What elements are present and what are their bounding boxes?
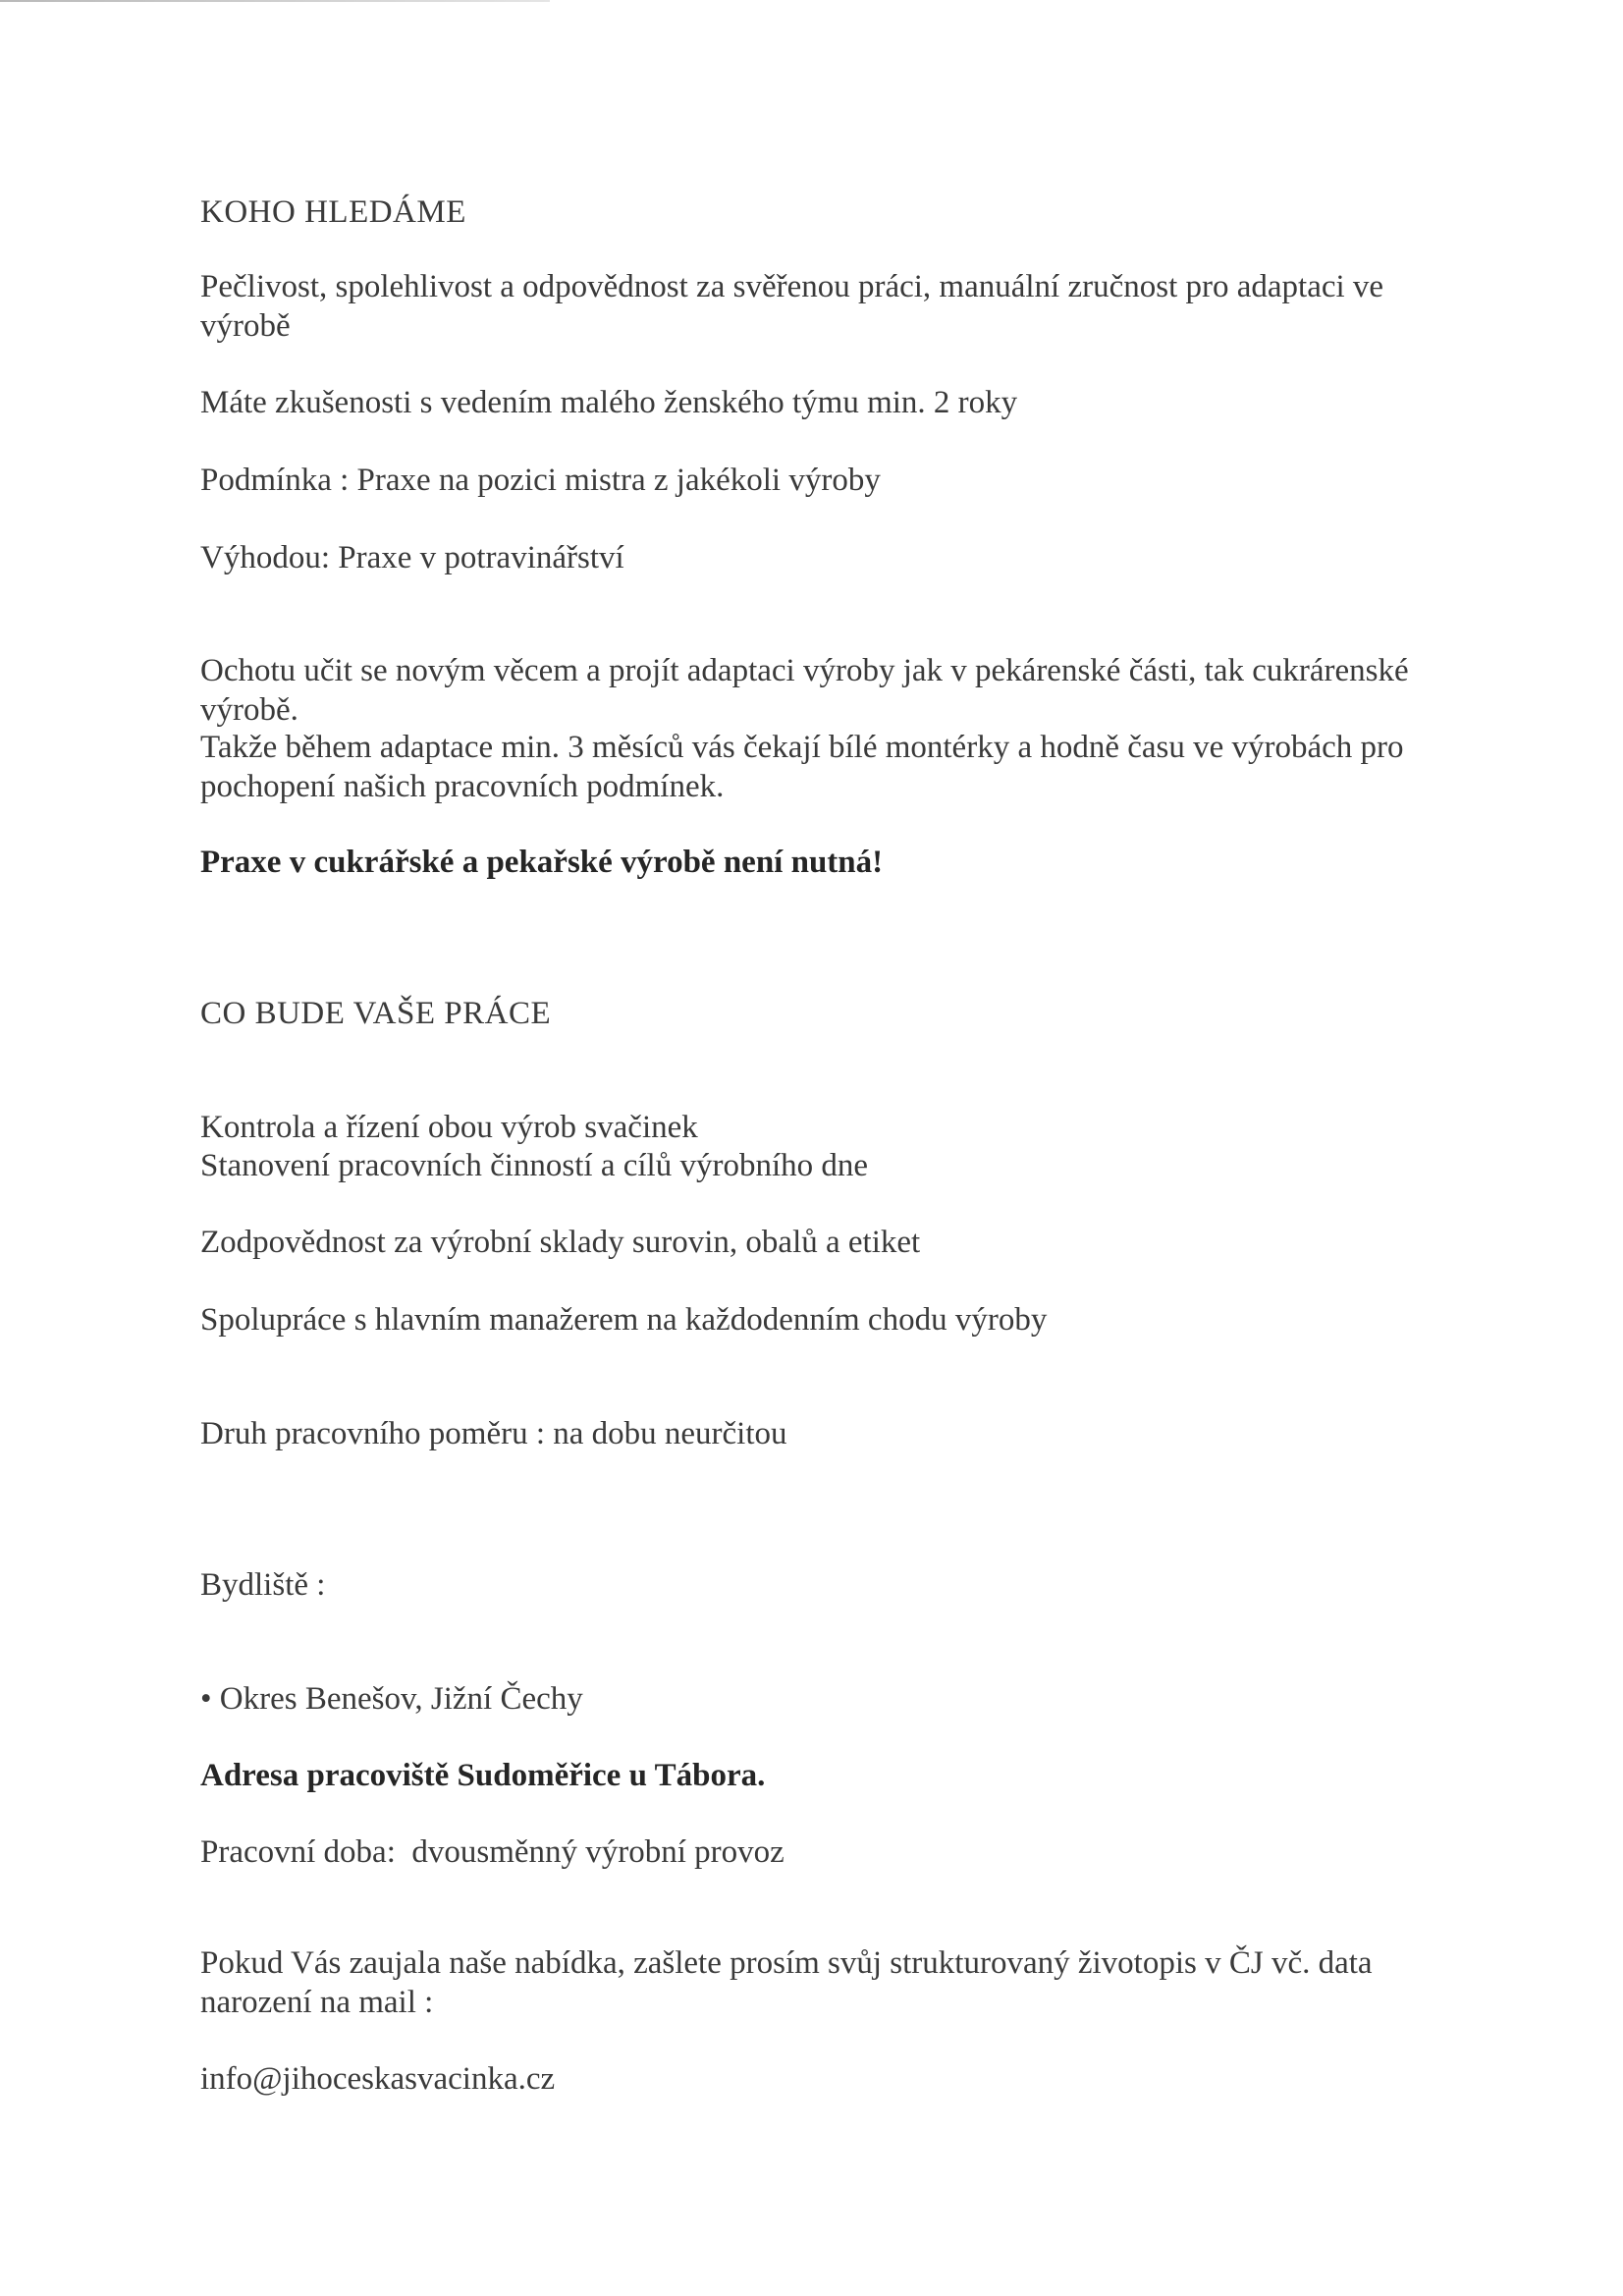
paragraph-requirements: Pečlivost, spolehlivost a odpovědnost za svěřenou práci, manuální zručnost pro adaptaci ve výrobě [200, 269, 1392, 344]
residence-item: • Okres Benešov, Jižní Čechy [200, 1681, 583, 1717]
work-item-control: Kontrola a řízení obou výrob svačinek [200, 1110, 698, 1145]
work-item-planning: Stanovení pracovních činností a cílů výrobního dne [200, 1148, 869, 1183]
contact-email[interactable]: info@jihoceskasvacinka.cz [200, 2061, 556, 2097]
paragraph-willingness: Ochotu učit se novým věcem a projít adaptaci výroby jak v pekárenské části, tak cukrárenské výrobě. [200, 653, 1417, 728]
work-item-warehouse: Zodpovědnost za výrobní sklady surovin, obalů a etiket [200, 1225, 921, 1260]
heading-work: CO BUDE VAŠE PRÁCE [200, 996, 552, 1031]
scan-edge-line [0, 0, 550, 2]
contact-instructions: Pokud Vás zaujala naše nabídka, zašlete prosím svůj strukturovaný životopis v ČJ vč. data narození na mail : [200, 1945, 1380, 2020]
heading-who: KOHO HLEDÁME [200, 194, 466, 230]
working-hours: Pracovní doba: dvousměnný výrobní provoz [200, 1834, 784, 1870]
residence-label: Bydliště : [200, 1567, 326, 1603]
paragraph-advantage: Výhodou: Praxe v potravinářství [200, 540, 624, 575]
paragraph-experience: Máte zkušenosti s vedením malého ženského týmu min. 2 roky [200, 385, 1018, 420]
workplace-address: Adresa pracoviště Sudoměřice u Tábora. [200, 1758, 766, 1793]
paragraph-adaptation: Takže během adaptace min. 3 měsíců vás čekají bílé montérky a hodně času ve výrobách pro pochopení našich pracovních podmínek. [200, 730, 1412, 804]
paragraph-condition: Podmínka : Praxe na pozici mistra z jakékoli výroby [200, 463, 881, 498]
employment-type: Druh pracovního poměru : na dobu neurčitou [200, 1416, 787, 1451]
work-item-cooperation: Spolupráce s hlavním manažerem na každodenním chodu výroby [200, 1302, 1048, 1338]
paragraph-no-experience-needed: Praxe v cukrářské a pekařské výrobě není nutná! [200, 845, 884, 880]
